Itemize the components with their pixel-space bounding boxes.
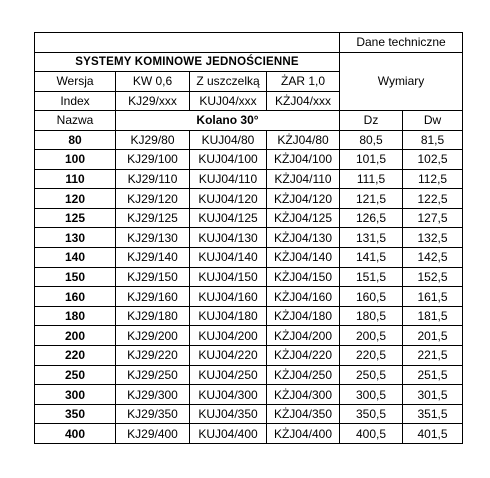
kw-index-cell: KJ29/200 xyxy=(116,326,190,346)
size-cell: 180 xyxy=(35,306,116,326)
uszczelka-index-cell: KUJ04/400 xyxy=(190,424,267,444)
size-cell: 250 xyxy=(35,365,116,385)
title-row xyxy=(35,52,463,72)
uszczelka-index-cell: KUJ04/140 xyxy=(190,248,267,268)
kw-index-cell: KJ29/220 xyxy=(116,346,190,366)
table-row xyxy=(35,287,463,307)
zar-index-cell: KŻJ04/250 xyxy=(267,365,340,385)
size-cell: 80 xyxy=(35,130,116,150)
dz-cell: 180,5 xyxy=(340,306,403,326)
index-kw: KJ29/xxx xyxy=(116,91,190,111)
kw-index-cell: KJ29/110 xyxy=(116,169,190,189)
zar-index-cell: KŻJ04/100 xyxy=(267,150,340,170)
wersja-zar: ŻAR 1,0 xyxy=(267,72,340,92)
dz-cell: 220,5 xyxy=(340,346,403,366)
table-row xyxy=(35,189,463,209)
zar-index-cell: KŻJ04/180 xyxy=(267,306,340,326)
size-cell: 160 xyxy=(35,287,116,307)
uszczelka-index-cell: KUJ04/125 xyxy=(190,208,267,228)
dz-cell: 126,5 xyxy=(340,208,403,228)
wymiary-header: Wymiary xyxy=(340,52,463,111)
kw-index-cell: KJ29/400 xyxy=(116,424,190,444)
kw-index-cell: KJ29/350 xyxy=(116,404,190,424)
dw-cell: 351,5 xyxy=(403,404,463,424)
dw-cell: 221,5 xyxy=(403,346,463,366)
kw-index-cell: KJ29/100 xyxy=(116,150,190,170)
size-cell: 300 xyxy=(35,385,116,405)
size-cell: 350 xyxy=(35,404,116,424)
size-cell: 150 xyxy=(35,267,116,287)
table-row xyxy=(35,424,463,444)
kw-index-cell: KJ29/125 xyxy=(116,208,190,228)
size-cell: 130 xyxy=(35,228,116,248)
dw-cell: 152,5 xyxy=(403,267,463,287)
table-row xyxy=(35,130,463,150)
table-row xyxy=(35,208,463,228)
index-label: Index xyxy=(35,91,116,111)
size-cell: 140 xyxy=(35,248,116,268)
dw-cell: 401,5 xyxy=(403,424,463,444)
table-title: SYSTEMY KOMINOWE JEDNOŚCIENNE xyxy=(35,52,340,72)
uszczelka-index-cell: KUJ04/350 xyxy=(190,404,267,424)
wersja-kw: KW 0,6 xyxy=(116,72,190,92)
dw-cell: 81,5 xyxy=(403,130,463,150)
product-name: Kolano 30° xyxy=(116,111,340,131)
table-row xyxy=(35,326,463,346)
dz-cell: 121,5 xyxy=(340,189,403,209)
dz-cell: 151,5 xyxy=(340,267,403,287)
uszczelka-index-cell: KUJ04/110 xyxy=(190,169,267,189)
zar-index-cell: KŻJ04/130 xyxy=(267,228,340,248)
dw-cell: 127,5 xyxy=(403,208,463,228)
blank-header-cell xyxy=(35,33,340,53)
table-row xyxy=(35,385,463,405)
kw-index-cell: KJ29/130 xyxy=(116,228,190,248)
dw-cell: 201,5 xyxy=(403,326,463,346)
size-cell: 200 xyxy=(35,326,116,346)
table-row xyxy=(35,248,463,268)
dw-header: Dw xyxy=(403,111,463,131)
dz-cell: 300,5 xyxy=(340,385,403,405)
table-row xyxy=(35,346,463,366)
dz-cell: 111,5 xyxy=(340,169,403,189)
uszczelka-index-cell: KUJ04/130 xyxy=(190,228,267,248)
zar-index-cell: KŻJ04/300 xyxy=(267,385,340,405)
zar-index-cell: KŻJ04/110 xyxy=(267,169,340,189)
dane-techniczne-header: Dane techniczne xyxy=(340,33,463,53)
size-cell: 220 xyxy=(35,346,116,366)
uszczelka-index-cell: KUJ04/80 xyxy=(190,130,267,150)
uszczelka-index-cell: KUJ04/220 xyxy=(190,346,267,366)
kw-index-cell: KJ29/180 xyxy=(116,306,190,326)
kw-index-cell: KJ29/150 xyxy=(116,267,190,287)
zar-index-cell: KŻJ04/140 xyxy=(267,248,340,268)
dw-cell: 102,5 xyxy=(403,150,463,170)
dz-cell: 250,5 xyxy=(340,365,403,385)
dw-cell: 122,5 xyxy=(403,189,463,209)
nazwa-row xyxy=(35,111,463,131)
kw-index-cell: KJ29/80 xyxy=(116,130,190,150)
size-cell: 400 xyxy=(35,424,116,444)
uszczelka-index-cell: KUJ04/300 xyxy=(190,385,267,405)
wersja-uszczelka: Z uszczelką xyxy=(190,72,267,92)
uszczelka-index-cell: KUJ04/160 xyxy=(190,287,267,307)
nazwa-label: Nazwa xyxy=(35,111,116,131)
header-row-top xyxy=(35,33,463,53)
dw-cell: 181,5 xyxy=(403,306,463,326)
size-cell: 110 xyxy=(35,169,116,189)
uszczelka-index-cell: KUJ04/100 xyxy=(190,150,267,170)
kw-index-cell: KJ29/250 xyxy=(116,365,190,385)
zar-index-cell: KŻJ04/220 xyxy=(267,346,340,366)
dz-cell: 400,5 xyxy=(340,424,403,444)
uszczelka-index-cell: KUJ04/150 xyxy=(190,267,267,287)
table-row xyxy=(35,169,463,189)
zar-index-cell: KŻJ04/160 xyxy=(267,287,340,307)
dw-cell: 251,5 xyxy=(403,365,463,385)
table-row xyxy=(35,228,463,248)
uszczelka-index-cell: KUJ04/120 xyxy=(190,189,267,209)
size-cell: 125 xyxy=(35,208,116,228)
zar-index-cell: KŻJ04/80 xyxy=(267,130,340,150)
zar-index-cell: KŻJ04/125 xyxy=(267,208,340,228)
dw-cell: 132,5 xyxy=(403,228,463,248)
dw-cell: 112,5 xyxy=(403,169,463,189)
dw-cell: 161,5 xyxy=(403,287,463,307)
dz-cell: 131,5 xyxy=(340,228,403,248)
kw-index-cell: KJ29/160 xyxy=(116,287,190,307)
uszczelka-index-cell: KUJ04/180 xyxy=(190,306,267,326)
size-cell: 100 xyxy=(35,150,116,170)
uszczelka-index-cell: KUJ04/200 xyxy=(190,326,267,346)
dz-cell: 200,5 xyxy=(340,326,403,346)
dz-cell: 141,5 xyxy=(340,248,403,268)
spec-table xyxy=(34,32,463,444)
dz-cell: 80,5 xyxy=(340,130,403,150)
kw-index-cell: KJ29/140 xyxy=(116,248,190,268)
zar-index-cell: KŻJ04/400 xyxy=(267,424,340,444)
dz-cell: 101,5 xyxy=(340,150,403,170)
kw-index-cell: KJ29/120 xyxy=(116,189,190,209)
size-cell: 120 xyxy=(35,189,116,209)
uszczelka-index-cell: KUJ04/250 xyxy=(190,365,267,385)
dz-header: Dz xyxy=(340,111,403,131)
dz-cell: 350,5 xyxy=(340,404,403,424)
dw-cell: 142,5 xyxy=(403,248,463,268)
index-zar: KŻJ04/xxx xyxy=(267,91,340,111)
index-uszczelka: KUJ04/xxx xyxy=(190,91,267,111)
wersja-label: Wersja xyxy=(35,72,116,92)
kw-index-cell: KJ29/300 xyxy=(116,385,190,405)
dw-cell: 301,5 xyxy=(403,385,463,405)
zar-index-cell: KŻJ04/120 xyxy=(267,189,340,209)
zar-index-cell: KŻJ04/350 xyxy=(267,404,340,424)
zar-index-cell: KŻJ04/200 xyxy=(267,326,340,346)
zar-index-cell: KŻJ04/150 xyxy=(267,267,340,287)
table-row xyxy=(35,306,463,326)
table-row xyxy=(35,365,463,385)
dz-cell: 160,5 xyxy=(340,287,403,307)
table-row xyxy=(35,404,463,424)
table-row xyxy=(35,267,463,287)
table-row xyxy=(35,150,463,170)
